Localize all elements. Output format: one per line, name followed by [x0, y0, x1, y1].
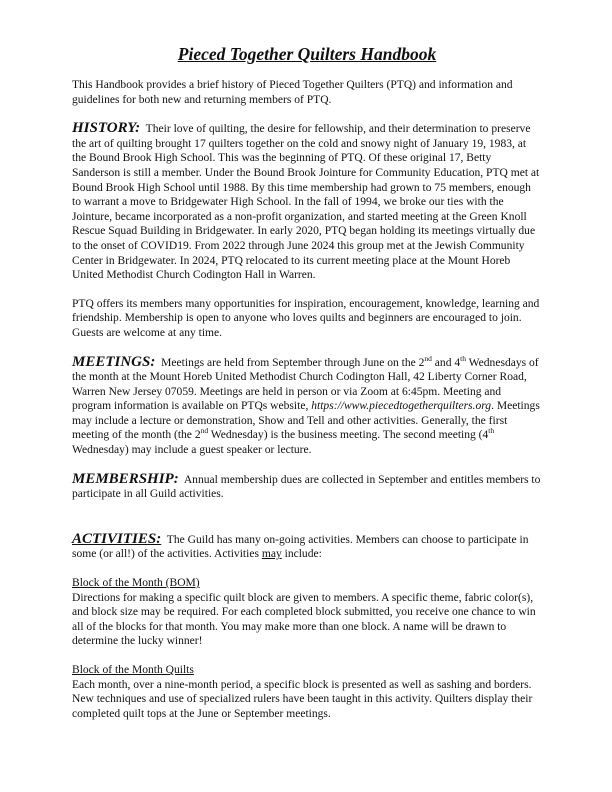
- meetings-section: [72, 355, 542, 458]
- website-link[interactable]: https://www.piecedtogetherquilters.org: [311, 400, 492, 413]
- bom-heading: Block of the Month (BOM): [72, 577, 200, 590]
- history-section: [72, 121, 542, 283]
- activities-may: may: [261, 548, 282, 561]
- history-text: Their love of quilting, the desire for fellowship, and their determination to preserve the art of quilting brought 17 quilters together on the cold and snowy night of January 19, 1983, at the Bound Brook High School. This was the beginning of PTQ. Of these original 17, Betty Sanderson is still a member. Under the Bound Brook Jointure for Community Education, PTQ met at Bound Brook High School until 1988. By this time membership had grown to 75 members, enough to warrant a move to Bridgewater High School. In the fall of 1994, we broke our ties with the Jointure, became incorporated as a non-profit organization, and started meeting at the Green Knoll Rescue Squad Building in Bridgewater. In early 2020, PTQ began holding its meetings virtually due to the onset of COVID19. From 2022 through June 2024 this group met at the Jewish Community Center in Bridgewater. In 2024, PTQ relocated to its current meeting place at the Mount Horeb United Methodist Church Codington Hall in Warren.: [72, 123, 540, 282]
- bomq-heading: Block of the Month Quilts: [72, 664, 194, 676]
- meetings-sup-4: th: [488, 426, 495, 436]
- meetings-sup-1: nd: [424, 353, 432, 363]
- meetings-sup-2: th: [460, 353, 466, 363]
- offers-paragraph: PTQ offers its members many opportunities for inspiration, encouragement, knowledge, learning and friendship. Membership is open to anyone who loves quilts and beginners are encouraged to join. Guests are welcome at any time.: [72, 297, 540, 339]
- meetings-text-1: Meetings are held from September through June on the 2: [161, 356, 425, 369]
- membership-text: Annual membership dues are collected in September and entitles members to participate in all Guild activities.: [72, 473, 541, 501]
- history-heading: HISTORY:: [72, 120, 141, 137]
- membership-heading: MEMBERSHIP:: [72, 470, 179, 487]
- meetings-text-3: Wednesdays of the month at the Mount Horeb United Methodist Church Codington Hall, 42 Liberty Corner Road, Warren New Jersey 07059. Meetings are held in person or via Zoom at 6:45pm. Meeting and program information is available on PTQs website,: [72, 356, 539, 413]
- intro-paragraph: This Handbook provides a brief history of Pieced Together Quilters (PTQ) and information and guidelines for both new and returning members of PTQ.: [72, 79, 513, 106]
- activities-heading: ACTIVITIES:: [72, 530, 162, 547]
- activities-text-1: The Guild has many on-going activities. Members can choose to participate in some (or all!) of the activities. Activities: [72, 533, 529, 561]
- meetings-text-4: . Meetings may include a lecture or demonstration, Show and Tell and other activities. Generally, the first meeting of the month (the 2: [72, 400, 540, 442]
- bom-section: [72, 576, 542, 649]
- meetings-text-2: and 4: [431, 356, 461, 369]
- meetings-heading: MEETINGS:: [72, 353, 156, 370]
- activities-text-2: include:: [281, 548, 322, 561]
- meetings-text-5: Wednesday) is the business meeting. The second meeting (4: [208, 429, 489, 442]
- page-title: Pieced Together Quilters Handbook: [177, 44, 437, 64]
- meetings-sup-3: nd: [200, 426, 209, 436]
- bomq-section: [72, 663, 542, 721]
- meetings-text-6: Wednesday) may include a guest speaker or lecture.: [72, 444, 312, 457]
- membership-section: [72, 472, 542, 502]
- activities-section: [72, 532, 542, 562]
- bom-text: Directions for making a specific quilt block are given to members. A specific theme, fabric color(s), and block size may be required. For each completed block submitted, you receive one chance to win all of the blocks for that month. You may make more than one block. A name will be drawn to determine the lucky winner!: [72, 591, 536, 648]
- bomq-text: Each month, over a nine-month period, a specific block is presented as well as sashing and borders. New techniques and use of specialized rulers have been taught in this activity. Quilters display their completed quilt tops at the June or September meetings.: [72, 678, 533, 720]
